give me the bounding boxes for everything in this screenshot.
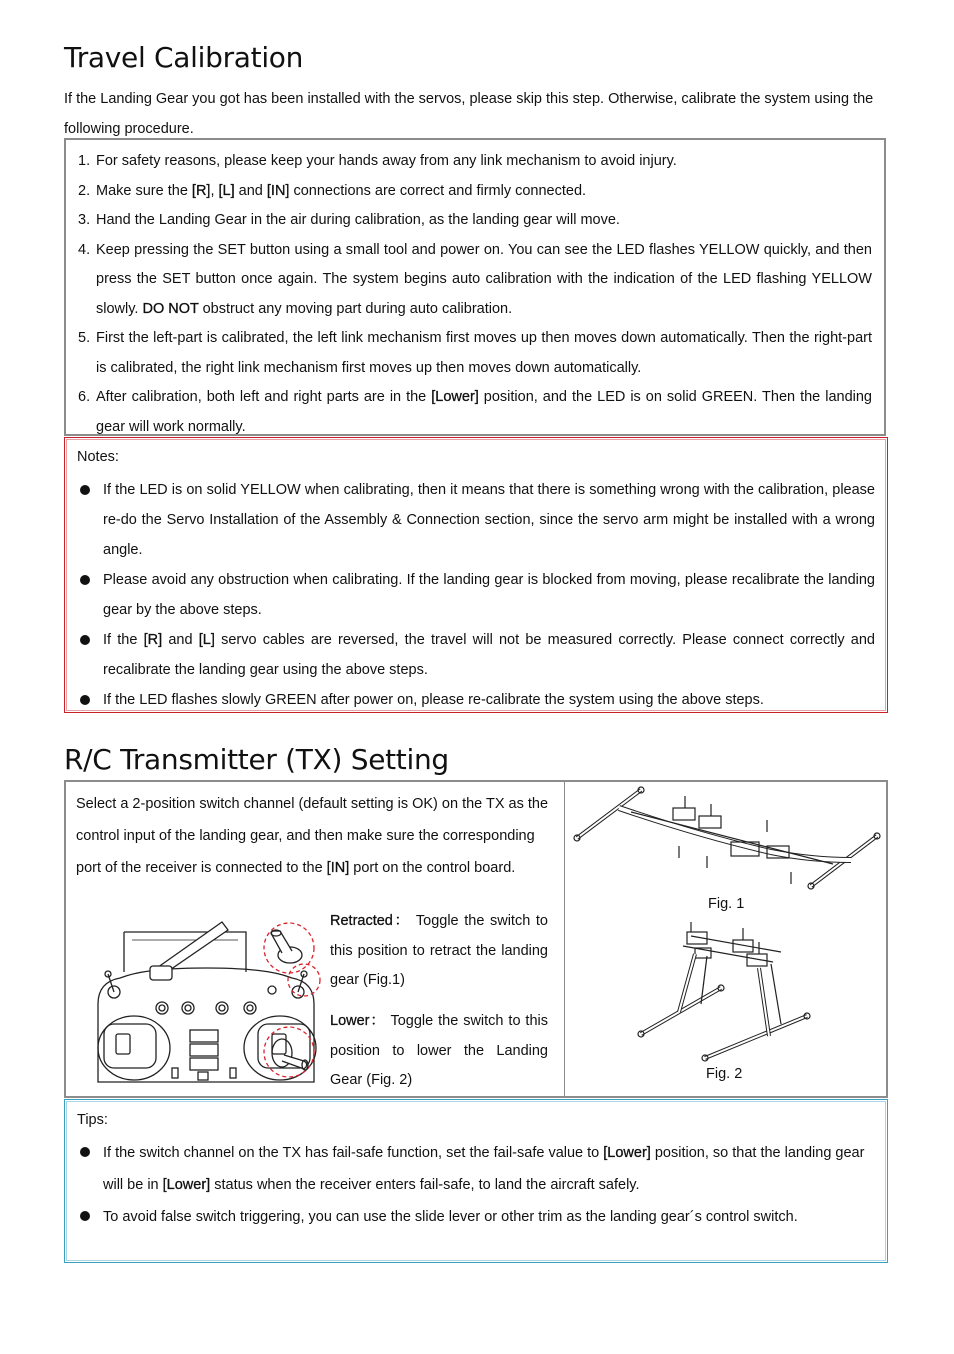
landing-gear-lowered-figure [631,918,821,1064]
note-item: If the LED flashes slowly GREEN after power on, please re-calibrate the system using the above steps. [77,685,875,715]
step-item: 6. After calibration, both left and right parts are in the [Lower] position, and the LED is on solid GREEN. Then the landing gear will work normally. [78,389,872,435]
tx-setting-box [64,780,888,1098]
tips-list [77,1137,875,1233]
tips-box [64,1099,888,1263]
notes-list [77,475,875,715]
lower-description: Lower： Toggle the switch to this position to lower the Landing Gear (Fig. 2) [330,1013,548,1088]
bullet-icon [77,475,103,565]
retracted-description: Retracted： Toggle the switch to this position to retract the landing gear (Fig.1) [330,913,548,988]
switch-lower-icon [262,1025,316,1079]
port-label-in: [IN] [266,182,290,199]
step-item: 3. Hand the Landing Gear in the air during calibration, as the landing gear will move. [78,212,620,228]
bullet-icon [77,565,103,625]
tx-instructions: Select a 2-position switch channel (default setting is OK) on the TX as the control input of the landing gear, and then make sure the corresponding port of the receiver is connected to the [IN] port on the control board. [76,796,549,876]
fig1-caption: Fig. 1 [708,896,745,912]
fig2-caption: Fig. 2 [706,1066,743,1082]
notes-heading: Notes: [77,449,119,465]
bullet-icon [77,1137,103,1201]
bullet-icon [77,685,103,715]
step-item: 1. For safety reasons, please keep your hands away from any link mechanism to avoid injury. [78,153,677,169]
bullet-icon [77,1201,103,1233]
notes-box [64,437,888,713]
step-item: 2. Make sure the [R], [L] and [IN] connections are correct and firmly connected. [78,182,587,199]
travel-intro: If the Landing Gear you got has been installed with the servos, please skip this step. Otherwise, calibrate the system using the following procedure. [64,91,874,137]
port-label-l: [L] [218,182,235,199]
tip-item: If the switch channel on the TX has fail-safe function, set the fail-safe value to [Lower] position, so that the landing gear will be in [Lower] status when the receiver enters fail-safe, to land the aircraft safely. [77,1137,875,1201]
calibration-steps [66,140,884,442]
do-not-emphasis: DO NOT [142,300,199,317]
switch-retracted-icon [262,921,316,975]
note-item: Please avoid any obstruction when calibrating. If the landing gear is blocked from moving, please recalibrate the landing gear by the above steps. [77,565,875,625]
column-divider [564,782,565,1096]
tips-heading: Tips: [77,1112,108,1128]
calibration-steps-box [64,138,886,436]
step-item: 5. First the left-part is calibrated, the left link mechanism first moves up then moves down automatically. Then the right-part is calibrated, the right link mechanism first moves up then moves down automatically. [78,330,872,376]
landing-gear-retracted-figure [571,786,883,894]
bullet-icon [77,625,103,685]
note-item: If the LED is on solid YELLOW when calibrating, then it means that there is something wrong with the calibration, please re-do the Servo Installation of the Assembly & Connection section, since the servo arm might be installed with a wrong angle. [77,475,875,565]
step-item: 4. Keep pressing the SET button using a small tool and power on. You can see the LED flashes YELLOW quickly, and then press the SET button once again. The system begins auto calibration with the indication of the LED flashing YELLOW slowly. DO NOT obstruct any moving part during auto calibration. [78,241,872,317]
travel-calibration-title: Travel Calibration [64,41,304,74]
note-item: If the [R] and [L] servo cables are reversed, the travel will not be measured correctly. Please connect correctly and recalibrate the landing gear using the above steps. [77,625,875,685]
lower-emphasis: [Lower] [431,389,479,405]
tx-setting-title: R/C Transmitter (TX) Setting [64,743,449,776]
port-label-r: [R] [191,182,211,199]
tip-item: To avoid false switch triggering, you can use the slide lever or other trim as the landing gear´s control switch. [77,1201,875,1233]
